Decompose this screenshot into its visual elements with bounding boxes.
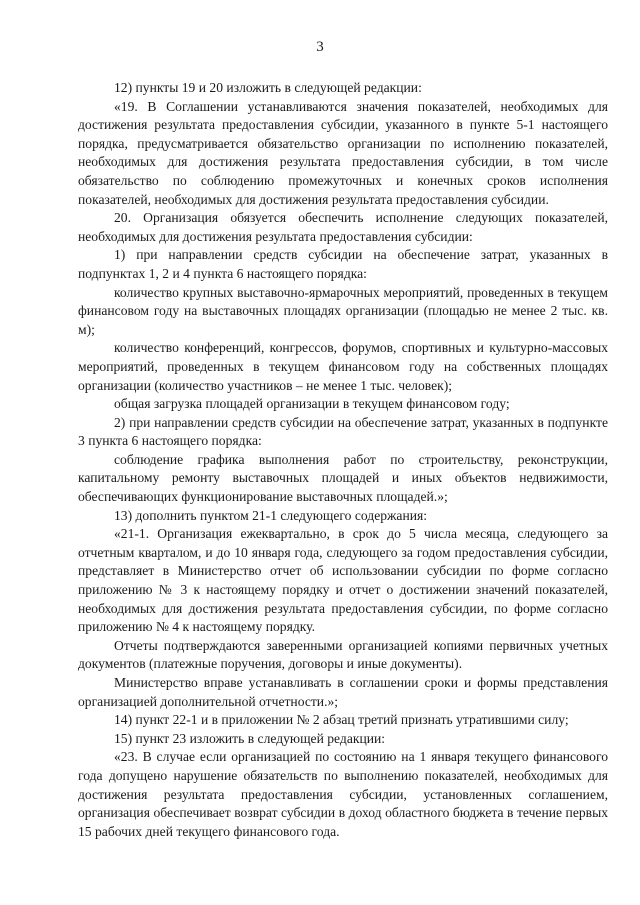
paragraph-clause-19: «19. В Соглашении устанавливаются значения показателей, необходимых для достижения результата предоставления субсидии, указанного в пункте 5-1 настоящего порядка, предусматривается обязательство организации по исполнению показателей, необходимых для достижения результата предоставления субсидии, в том числе обязательство по соблюдению промежуточных и конечных сроков исполнения показателей, необходимых для достижения результата предоставления субсидии. [78, 98, 608, 207]
paragraph-clause-21-1: «21-1. Организация ежеквартально, в срок до 5 числа месяца, следующего за отчетным кварталом, и до 10 января года, следующего за годом предоставления субсидии, представляет в Министерство отчет об использовании субсидии по форме согласно приложению № 3 к настоящему порядку и отчет о достижении значений показателей, необходимых для достижения результата предоставления субсидии, по форме согласно приложению № 4 к настоящему порядку. [78, 526, 608, 635]
paragraph-item-14: 14) пункт 22-1 и в приложении № 2 абзац третий признать утратившими силу; [114, 712, 569, 728]
document-body [78, 79, 608, 841]
paragraph-item-13: 13) дополнить пунктом 21-1 следующего содержания: [114, 507, 428, 523]
paragraph-ministry-rights: Министерство вправе устанавливать в соглашении сроки и формы представления организацией дополнительной отчетности.»; [78, 675, 608, 709]
paragraph-clause-23: «23. В случае если организацией по состоянию на 1 января текущего финансового года допущено нарушение обязательств по выполнению показателей, необходимых для достижения результата предоставления субсидии, установленных соглашением, организация обеспечивает возврат субсидии в доход областного бюджета в течение первых 15 рабочих дней текущего финансового года. [78, 749, 608, 839]
paragraph-indicator-exhibitions: количество крупных выставочно-ярмарочных мероприятий, проведенных в текущем финансовом году на выставочных площадях организации (площадью не менее 2 тыс. кв. м); [78, 284, 608, 337]
paragraph-item-15: 15) пункт 23 изложить в следующей редакции: [114, 730, 386, 746]
page-number: 3 [316, 39, 324, 55]
paragraph-indicator-schedule: соблюдение графика выполнения работ по строительству, реконструкции, капитальному ремонту выставочных площадей и иных объектов недвижимости, обеспечивающих функционирование выставочных площадей.»; [78, 451, 608, 505]
paragraph-reports-confirmation: Отчеты подтверждаются заверенными организацией копиями первичных учетных документов (платежные поручения, договоры и иные документы). [78, 637, 608, 672]
paragraph-indicator-conferences: количество конференций, конгрессов, форумов, спортивных и культурно-массовых мероприятий, проведенных в текущем финансовом году на собственных площадях организации (количество участников – не менее 1 тыс. человек); [78, 340, 608, 393]
paragraph-clause-20: 20. Организация обязуется обеспечить исполнение следующих показателей, необходимых для достижения результата предоставления субсидии: [78, 210, 608, 244]
paragraph-subclause-1: 1) при направлении средств субсидии на обеспечение затрат, указанных в подпунктах 1, 2 и 4 пункта 6 настоящего порядка: [78, 247, 608, 281]
paragraph-item-12: 12) пункты 19 и 20 изложить в следующей редакции: [114, 80, 422, 95]
paragraph-indicator-load: общая загрузка площадей организации в текущем финансовом году; [114, 396, 510, 412]
paragraph-subclause-2: 2) при направлении средств субсидии на обеспечение затрат, указанных в подпункте 3 пункта 6 настоящего порядка: [78, 414, 608, 449]
